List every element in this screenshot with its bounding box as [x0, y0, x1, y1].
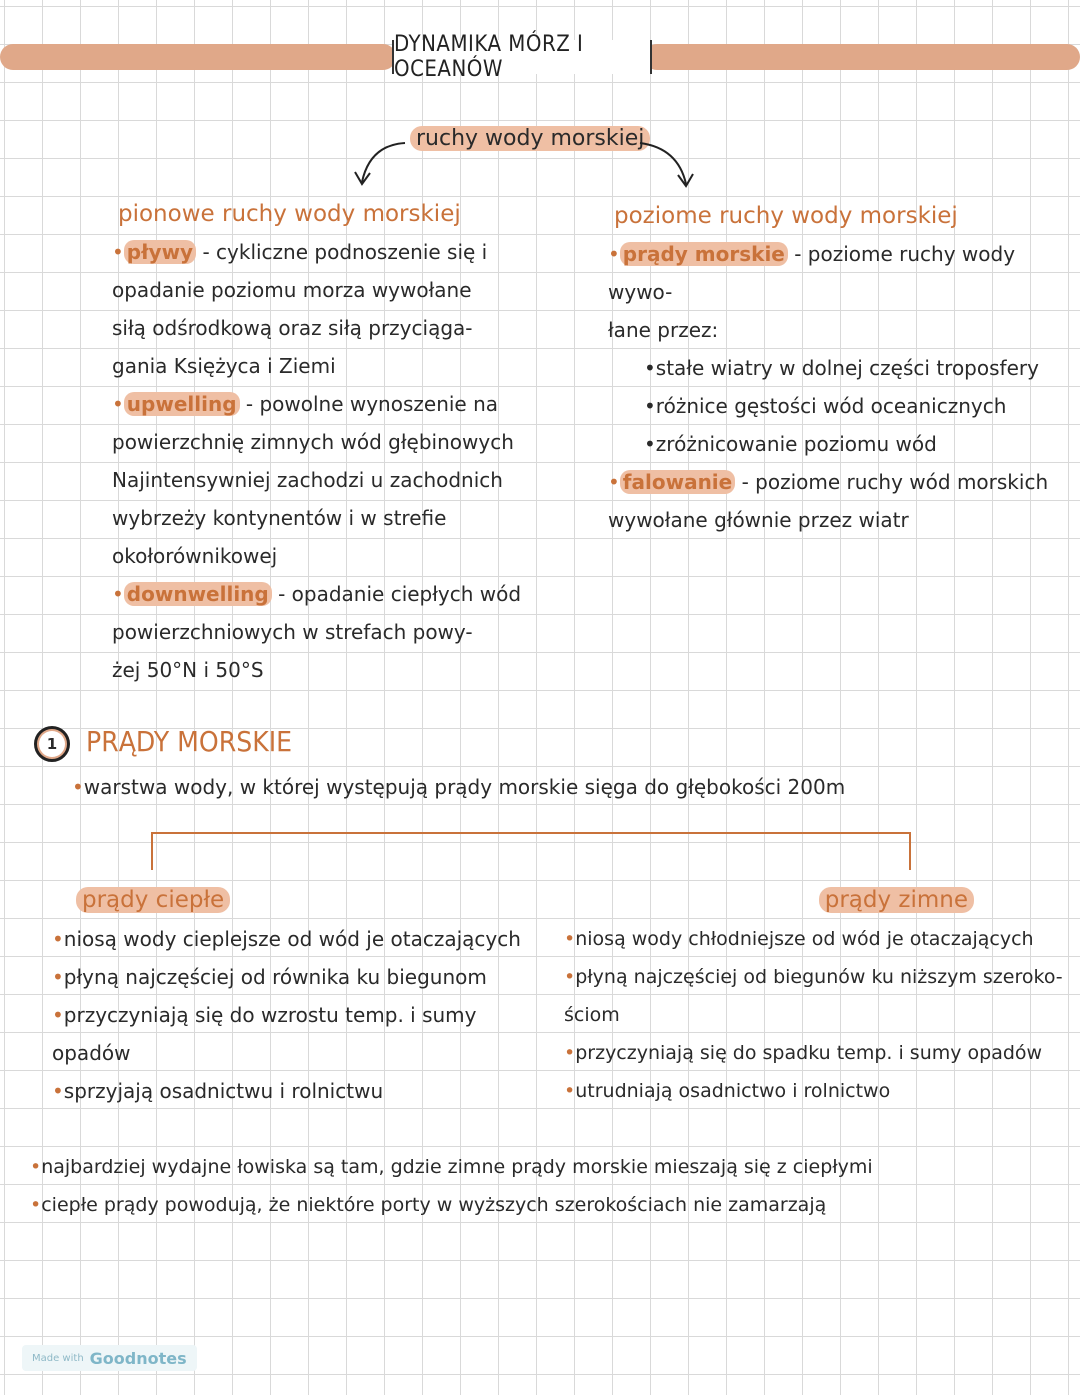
goodnotes-logo: Goodnotes — [89, 1348, 187, 1368]
text-line: łane przez: — [608, 318, 719, 342]
page-title: DYNAMIKA MÓRZ I OCEANÓW — [392, 40, 652, 74]
list-item: opadów — [52, 1041, 131, 1065]
text-line: powierzchniowych w strefach powy- — [112, 620, 473, 644]
split-connector — [0, 825, 1080, 885]
text-line: - poziome ruchy wody wywo- — [608, 242, 1016, 304]
horizontal-section — [608, 197, 1070, 539]
text-line: wywołane głównie przez wiatr — [608, 508, 909, 532]
term-currents: prądy morskie — [620, 242, 788, 266]
section-heading: PRĄDY MORSKIE — [86, 725, 293, 758]
bullet-icon: • — [72, 775, 84, 799]
mindmap-arrows — [0, 0, 1080, 200]
vertical-item-tides — [112, 233, 552, 385]
horizontal-item-waves — [608, 463, 1070, 539]
section-intro — [72, 768, 1052, 806]
bullet-icon: • — [112, 392, 124, 416]
vertical-heading: pionowe ruchy wody morskiej — [118, 201, 461, 227]
list-item: •przyczyniają się do spadku temp. i sumy opadów — [564, 1042, 1043, 1064]
term-waves: falowanie — [620, 470, 735, 494]
vertical-item-upwelling — [112, 385, 552, 575]
horizontal-heading: poziome ruchy wody morskiej — [614, 203, 958, 229]
note-item: •najbardziej wydajne łowiska są tam, gdzie zimne prądy morskie mieszają się z ciepłymi — [30, 1156, 873, 1178]
bullet-icon: • — [608, 470, 620, 494]
warm-currents — [52, 880, 552, 1110]
vertical-section — [112, 195, 552, 689]
text-line: gania Księżyca i Ziemi — [112, 354, 336, 378]
bullet-icon: • — [112, 240, 124, 264]
list-item: •płyną najczęściej od równika ku biegunom — [52, 965, 487, 989]
list-item: •niosą wody chłodniejsze od wód je otaczających — [564, 928, 1034, 950]
text-line: powierzchnię zimnych wód głębinowych — [112, 430, 514, 454]
text-line: wybrzeży kontynentów i w strefie — [112, 506, 447, 530]
text-line: - cykliczne podnoszenie się i — [196, 240, 488, 264]
section-number: 1 — [39, 731, 65, 757]
horizontal-item-currents — [608, 235, 1070, 349]
bullet-icon: • — [112, 582, 124, 606]
list-item: •przyczyniają się do wzrostu temp. i sumy — [52, 1003, 477, 1027]
bullet-icon: • — [608, 242, 620, 266]
list-item: •utrudniają osadnictwo i rolnictwo — [564, 1080, 891, 1102]
list-item: ściom — [564, 1004, 620, 1026]
subitem: •różnice gęstości wód oceanicznych — [644, 394, 1007, 418]
subitem: •stałe wiatry w dolnej części troposfery — [644, 356, 1039, 380]
text-line: żej 50°N i 50°S — [112, 658, 264, 682]
list-item: •płyną najczęściej od biegunów ku niższym szeroko- — [564, 966, 1063, 988]
list-item: •niosą wody cieplejsze od wód je otaczających — [52, 927, 521, 951]
section-number-badge — [34, 726, 70, 762]
warm-list — [52, 920, 552, 1110]
text-line: okołorównikowej — [112, 544, 278, 568]
made-with-label: Made with — [32, 1352, 84, 1364]
root-node-label: ruchy wody morskiej — [410, 126, 650, 151]
note-item: •ciepłe prądy powodują, że niektóre porty w wyższych szerokościach nie zamarzają — [30, 1194, 827, 1216]
text-line: opadanie poziomu morza wywołane — [112, 278, 472, 302]
text-line: - powolne wynoszenie na — [239, 392, 499, 416]
list-item: •sprzyjają osadnictwu i rolnictwu — [52, 1079, 384, 1103]
cold-currents — [564, 880, 1074, 1110]
warm-heading: prądy ciepłe — [52, 880, 552, 920]
text-line: - opadanie ciepłych wód — [271, 582, 522, 606]
term-downwelling: downwelling — [124, 582, 272, 606]
text-line: siłą odśrodkową oraz siłą przyciąga- — [112, 316, 473, 340]
goodnotes-badge[interactable] — [22, 1345, 197, 1371]
subitem: •zróżnicowanie poziomu wód — [644, 432, 937, 456]
cold-list — [564, 920, 1074, 1110]
notes — [30, 1148, 1050, 1224]
cold-heading: prądy zimne — [564, 880, 1074, 920]
section-intro-text: warstwa wody, w której występują prądy morskie sięga do głębokości 200m — [83, 775, 846, 799]
vertical-item-downwelling — [112, 575, 552, 689]
horizontal-subitems — [608, 349, 1070, 463]
term-upwelling: upwelling — [124, 392, 240, 416]
text-line: - poziome ruchy wód morskich — [735, 470, 1049, 494]
term-tides: pływy — [124, 240, 196, 264]
text-line: Najintensywniej zachodzi u zachodnich — [112, 468, 503, 492]
